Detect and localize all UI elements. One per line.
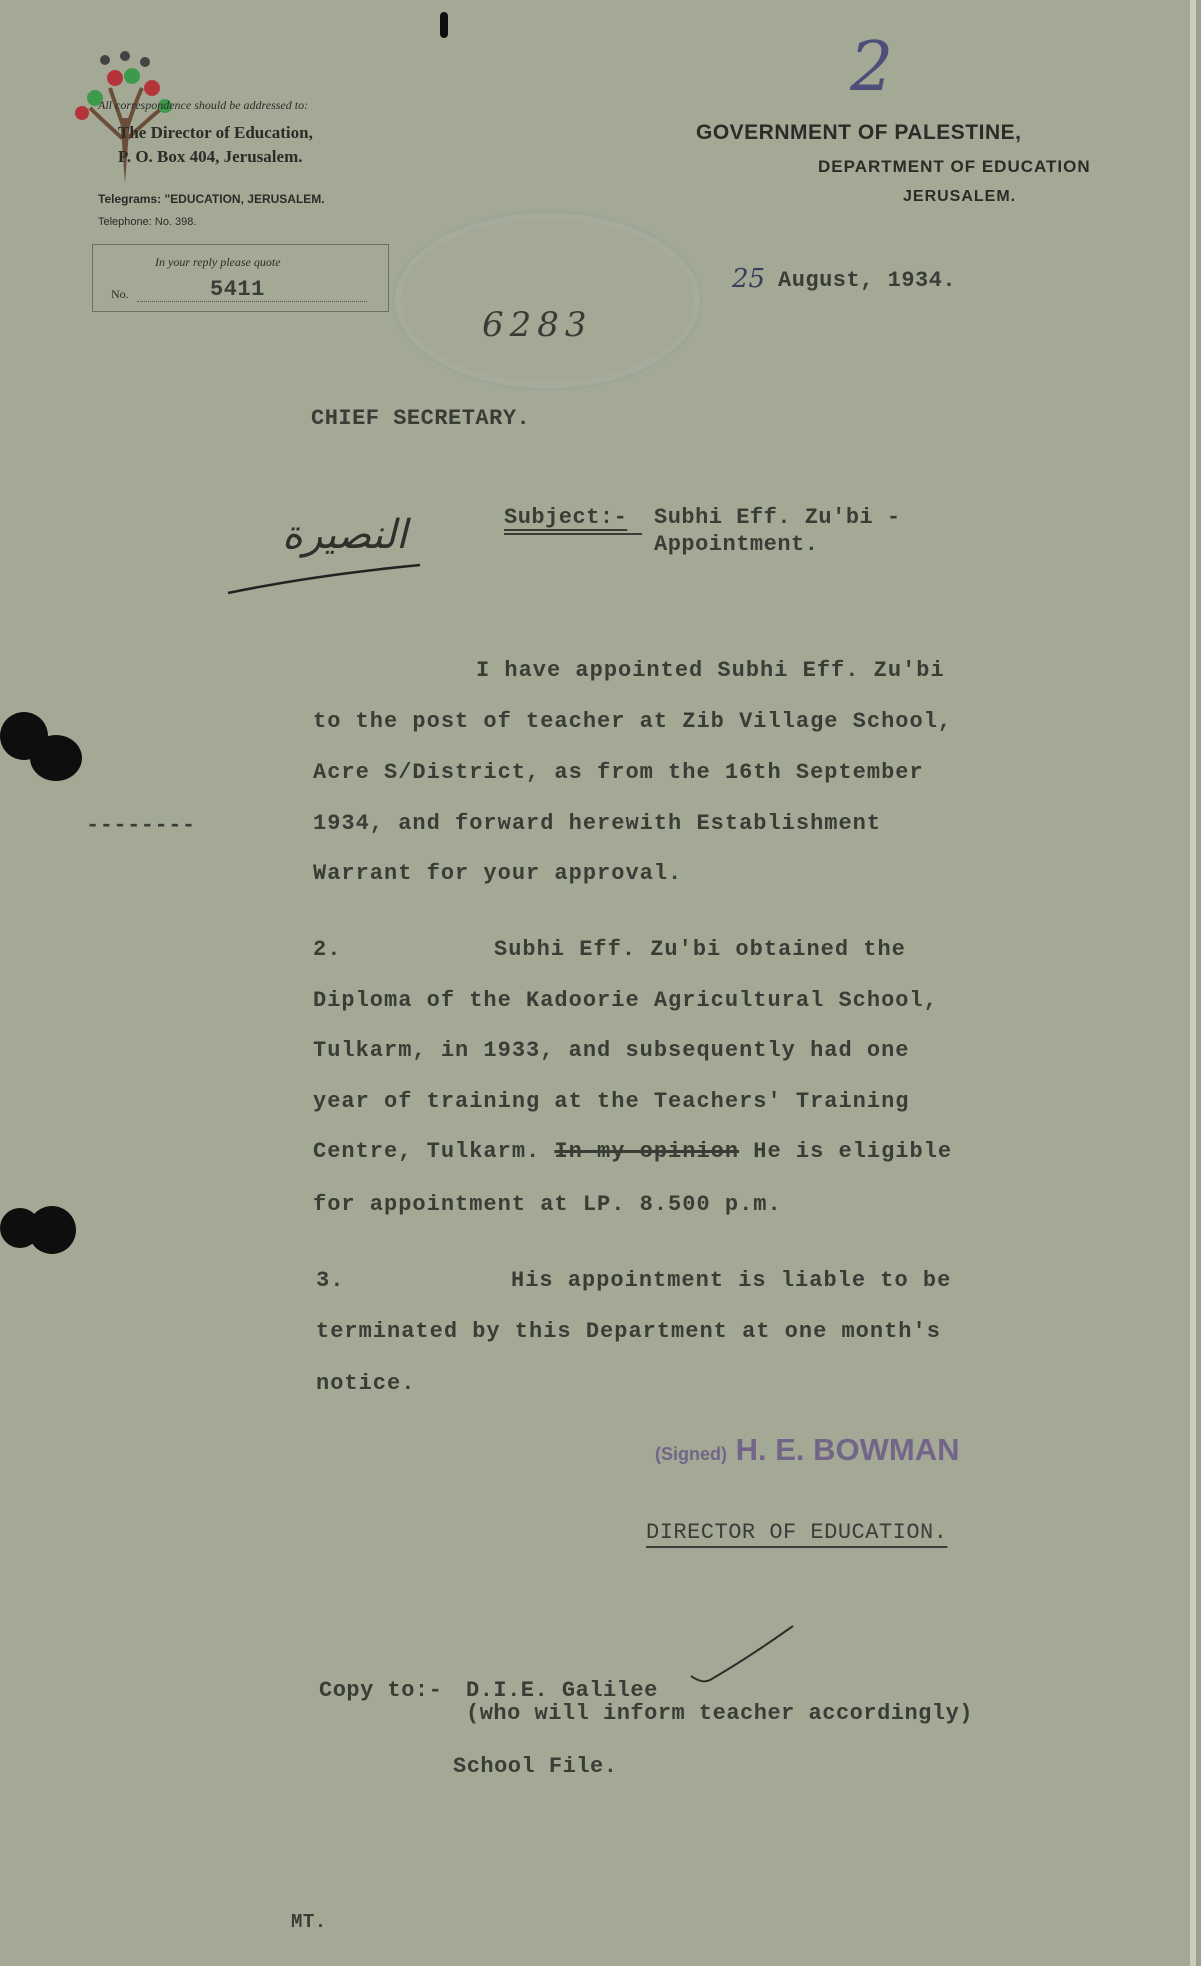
copy-to-entry2: School File. (453, 1754, 618, 1779)
punch-hole-blot (30, 735, 82, 781)
date-day: 25 (732, 264, 766, 294)
body-line: Subhi Eff. Zu'bi obtained the (494, 937, 906, 962)
telegrams-line: Telegrams: "EDUCATION, JERUSALEM. (98, 192, 325, 206)
typist-initials: MT. (291, 1911, 327, 1933)
body-line: to the post of teacher at Zib Village School, (313, 709, 953, 734)
folio-number: 2 (850, 28, 894, 107)
reply-note: In your reply please quote (155, 255, 281, 269)
government-heading: GOVERNMENT OF PALESTINE, (696, 121, 1022, 144)
body-line: terminated by this Department at one month's (316, 1319, 941, 1344)
reply-no-label: No. (111, 287, 129, 301)
copy-to-label: Copy to:- (319, 1678, 443, 1703)
telephone-line: Telephone: No. 398. (98, 216, 197, 228)
signature-title: DIRECTOR OF EDUCATION. (646, 1520, 948, 1545)
body-line: 1934, and forward herewith Establishment (313, 811, 882, 836)
copy-to-entry1: D.I.E. Galilee (466, 1678, 658, 1703)
body-line: for appointment at LP. 8.500 p.m. (313, 1192, 782, 1217)
address-note: All correspondence should be addressed to: (98, 98, 309, 112)
body-line: His appointment is liable to be (511, 1268, 952, 1293)
body-line: Acre S/District, as from the 16th September (313, 760, 924, 785)
copy-to-entry1-note: (who will inform teacher accordingly) (466, 1701, 973, 1726)
addressee-line2: P. O. Box 404, Jerusalem. (118, 147, 303, 166)
body-text-pre: Centre, Tulkarm. (313, 1139, 541, 1164)
body-line: I have appointed Subhi Eff. Zu'bi (476, 658, 945, 683)
body-line-with-strike (313, 1139, 952, 1164)
subject-label: Subject:- (504, 505, 628, 530)
struck-text: In my opinion (554, 1139, 740, 1164)
subject-underline (504, 533, 642, 535)
subject-line1: Subhi Eff. Zu'bi - (654, 505, 901, 530)
margin-dashes: -------- (86, 813, 196, 838)
body-line: Tulkarm, in 1933, and subsequently had one (313, 1038, 910, 1063)
reply-no-value: 5411 (210, 277, 265, 302)
arabic-annotation: النصيرة (282, 512, 408, 558)
punch-hole-blot (28, 1206, 76, 1254)
addressee-line1: The Director of Education, (118, 123, 313, 142)
paragraph-number: 2. (313, 937, 342, 962)
body-line: Warrant for your approval. (313, 861, 683, 886)
signed-label: (Signed) (655, 1444, 727, 1464)
paragraph-number: 3. (316, 1268, 345, 1293)
signer-name: H. E. BOWMAN (735, 1432, 960, 1467)
registry-stamp (392, 210, 703, 391)
date-text: August, 1934. (778, 268, 957, 293)
subject-line2: Appointment. (654, 532, 819, 557)
reply-reference-box (92, 244, 389, 312)
recipient: CHIEF SECRETARY. (311, 406, 531, 431)
department-heading: DEPARTMENT OF EDUCATION (818, 157, 1091, 176)
reply-dotted-line (137, 301, 367, 302)
tree-logo-icon (70, 48, 180, 188)
ink-speck (440, 12, 448, 38)
signature-stamp (655, 1432, 960, 1468)
city-heading: JERUSALEM. (903, 188, 1017, 205)
check-mark-icon (688, 1622, 798, 1690)
body-text-post: He is eligible (753, 1139, 953, 1164)
stamp-number: 6283 (482, 305, 593, 345)
body-line: year of training at the Teachers' Training (313, 1089, 910, 1114)
handwritten-underline-icon (225, 560, 425, 600)
body-line: notice. (316, 1371, 416, 1396)
body-line: Diploma of the Kadoorie Agricultural School, (313, 988, 938, 1013)
